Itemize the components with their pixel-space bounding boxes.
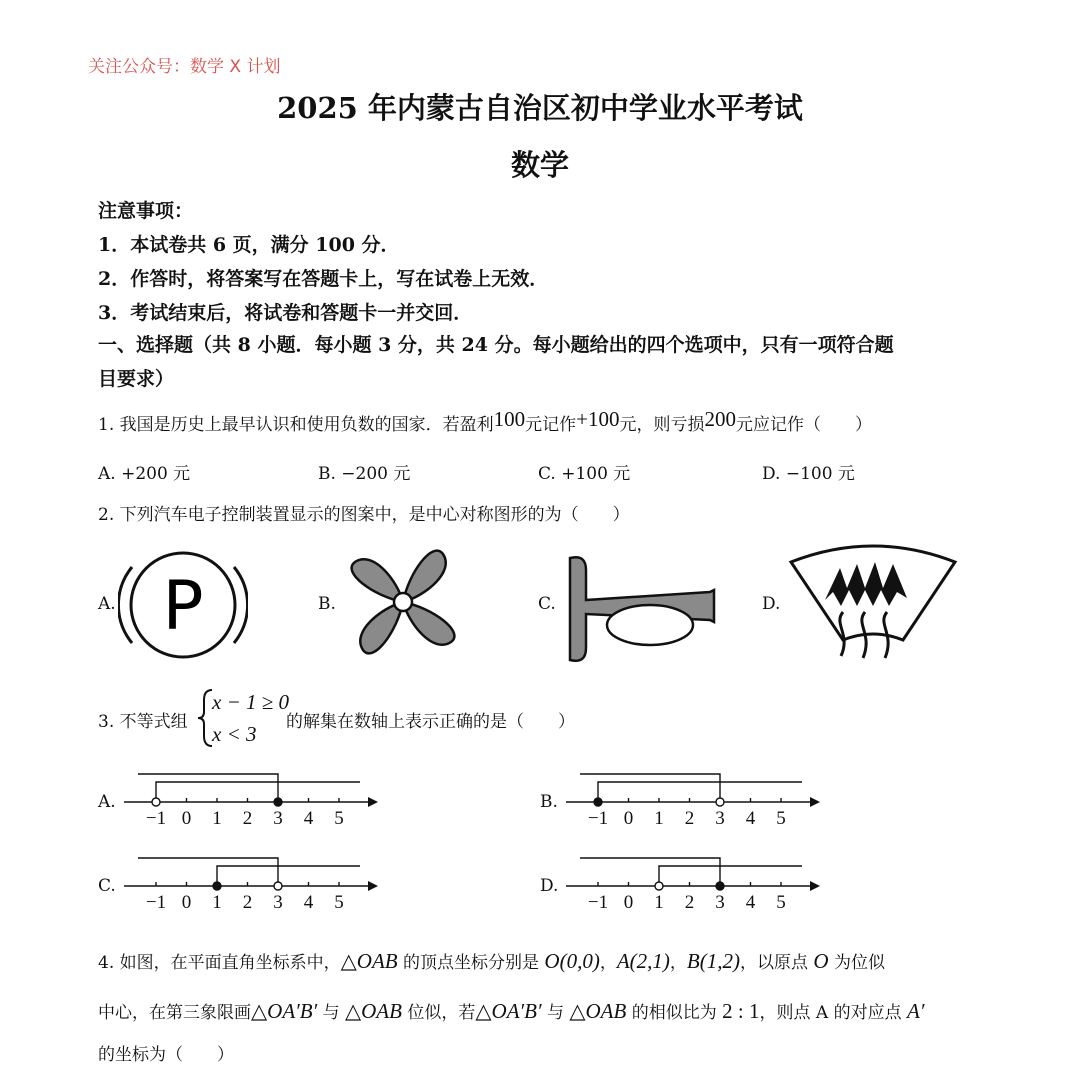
horn-icon bbox=[560, 550, 725, 670]
tick-label: −1 bbox=[587, 808, 609, 828]
q4-tri-1: △OAB bbox=[340, 949, 398, 973]
q1-option-c: C. +100 元 bbox=[538, 464, 631, 484]
closed-dot bbox=[716, 882, 724, 890]
page-title: 2025 年内蒙古自治区初中学业水平考试 bbox=[277, 91, 803, 125]
tick-label: 0 bbox=[623, 808, 634, 828]
q4-tri-3: △OAB bbox=[344, 999, 402, 1023]
subject-title: 数学 bbox=[510, 148, 569, 182]
q1-option-a: A. +200 元 bbox=[98, 464, 191, 484]
closed-dot bbox=[594, 798, 602, 806]
axis-arrow bbox=[810, 881, 820, 891]
q4-text-1d: 为位似 bbox=[828, 953, 885, 973]
range-line-upper bbox=[138, 858, 278, 886]
tick-label: 2 bbox=[684, 892, 695, 912]
axis-arrow bbox=[368, 881, 378, 891]
q4-ratio: 2 : 1 bbox=[722, 999, 760, 1023]
q2-label-c: C. bbox=[538, 594, 556, 614]
parking-letter: P bbox=[162, 567, 204, 646]
q4-text-2d: 与 bbox=[541, 1003, 570, 1023]
watermark: 关注公众号：数学 X 计划 bbox=[88, 57, 281, 77]
tick-label: 1 bbox=[654, 808, 664, 828]
open-dot bbox=[274, 882, 282, 890]
number-line-a bbox=[120, 766, 385, 828]
q4-text-2b: 与 bbox=[317, 1003, 345, 1023]
tick-label: 4 bbox=[745, 808, 756, 828]
range-line-upper bbox=[580, 774, 720, 802]
axis-arrow bbox=[368, 797, 378, 807]
tick-label: 5 bbox=[776, 808, 786, 828]
open-dot bbox=[655, 882, 663, 890]
tick-label: 2 bbox=[684, 808, 695, 828]
q4-text-1c: ，以原点 bbox=[739, 953, 814, 973]
q1-text-1: 1. 我国是历史上最早认识和使用负数的国家．若盈利 bbox=[98, 415, 494, 435]
tick-label: 2 bbox=[242, 808, 253, 828]
q3-inequality-1: x − 1 ≥ 0 bbox=[212, 690, 290, 714]
q3-label-c: C. bbox=[98, 876, 116, 896]
tick-label: 3 bbox=[715, 808, 725, 828]
q1-num-3: 200 bbox=[704, 407, 736, 431]
q3-label-d: D. bbox=[540, 876, 559, 896]
open-dot bbox=[716, 798, 724, 806]
tick-label: 5 bbox=[334, 808, 344, 828]
tick-label: 4 bbox=[745, 892, 756, 912]
q1-option-b: B. −200 元 bbox=[318, 464, 411, 484]
section-heading-line1: 一、选择题（共 8 小题．每小题 3 分，共 24 分。每小题给出的四个选项中，只有一项符合题 bbox=[98, 334, 894, 356]
notice-item-1: 1．本试卷共 6 页，满分 100 分． bbox=[98, 234, 400, 256]
q3-inequality-2: x < 3 bbox=[212, 722, 257, 746]
q3-label-b: B. bbox=[540, 792, 558, 812]
fan-icon bbox=[338, 540, 468, 665]
q1-num-2: +100 bbox=[576, 407, 620, 431]
q4-text-2c: 位似，若 bbox=[401, 1003, 476, 1023]
tick-label: 5 bbox=[334, 892, 344, 912]
q4-text-2a: 中心，在第三象限画 bbox=[98, 1003, 251, 1023]
question-4-line-1: 4. 如图，在平面直角坐标系中，△OAB 的顶点坐标分别是 O(0,0)，A(2,1)，B(1,2)，以原点 O 为位似 bbox=[98, 949, 885, 973]
tick-label: 1 bbox=[654, 892, 664, 912]
q4-point-o: O(0,0) bbox=[544, 949, 600, 973]
tick-label: −1 bbox=[145, 892, 167, 912]
q4-origin: O bbox=[813, 949, 829, 973]
notice-heading: 注意事项： bbox=[98, 200, 194, 222]
tick-label: 4 bbox=[303, 808, 314, 828]
tick-label: −1 bbox=[587, 892, 609, 912]
notice-item-3: 3．考试结束后，将试卷和答题卡一并交回． bbox=[98, 302, 473, 324]
closed-dot bbox=[213, 882, 221, 890]
question-4-line-3: 的坐标为（ ） bbox=[98, 1045, 234, 1065]
q1-text-4: 元应记作（ ） bbox=[735, 415, 872, 435]
tick-label: 2 bbox=[242, 892, 253, 912]
section-heading-line2: 目要求） bbox=[98, 368, 175, 390]
tick-label: 1 bbox=[212, 892, 222, 912]
tick-label: 4 bbox=[303, 892, 314, 912]
q2-label-a: A. bbox=[98, 594, 116, 614]
q4-text-1a: 4. 如图，在平面直角坐标系中， bbox=[98, 953, 341, 973]
q1-option-d: D. −100 元 bbox=[762, 464, 855, 484]
parking-brake-icon bbox=[118, 545, 248, 665]
q3-prefix: 3. 不等式组 bbox=[98, 712, 188, 732]
tick-label: 1 bbox=[212, 808, 222, 828]
q4-tri-2: △OA′B′ bbox=[251, 999, 318, 1023]
tick-label: 0 bbox=[181, 892, 192, 912]
number-line-c bbox=[120, 850, 385, 912]
q2-label-d: D. bbox=[762, 594, 781, 614]
question-2-stem: 2. 下列汽车电子控制装置显示的图案中，是中心对称图形的为（ ） bbox=[98, 505, 630, 525]
windshield-defrost-icon bbox=[785, 540, 960, 670]
notice-item-2: 2．作答时，将答案写在答题卡上，写在试卷上无效． bbox=[98, 268, 549, 290]
q3-suffix: 的解集在数轴上表示正确的是（ ） bbox=[286, 712, 575, 732]
q2-label-b: B. bbox=[318, 594, 336, 614]
q4-text-2f: ，则点 A 的对应点 bbox=[759, 1003, 907, 1023]
open-dot bbox=[152, 798, 160, 806]
number-line-d bbox=[562, 850, 827, 912]
question-1-stem bbox=[98, 407, 872, 436]
tick-label: −1 bbox=[145, 808, 167, 828]
q4-point-a: A(2,1) bbox=[616, 949, 670, 973]
tick-label: 3 bbox=[273, 892, 283, 912]
range-line-upper bbox=[138, 774, 278, 802]
tick-label: 3 bbox=[715, 892, 725, 912]
tick-label: 0 bbox=[181, 808, 192, 828]
q4-a-prime: A′ bbox=[907, 999, 925, 1023]
q4-tri-5: △OAB bbox=[569, 999, 627, 1023]
q1-text-2: 元记作 bbox=[525, 415, 577, 435]
question-4-line-2 bbox=[98, 998, 924, 1024]
tick-label: 0 bbox=[623, 892, 634, 912]
q4-point-b: B(1,2) bbox=[686, 949, 740, 973]
axis-arrow bbox=[810, 797, 820, 807]
tick-label: 5 bbox=[776, 892, 786, 912]
q3-label-a: A. bbox=[98, 792, 116, 812]
q4-text-2e: 的相似比为 bbox=[626, 1003, 723, 1023]
tick-label: 3 bbox=[273, 808, 283, 828]
q1-text-3: 元，则亏损 bbox=[619, 415, 705, 435]
closed-dot bbox=[274, 798, 282, 806]
number-line-b bbox=[562, 766, 827, 828]
range-line-upper bbox=[580, 858, 720, 886]
q4-tri-4: △OA′B′ bbox=[475, 999, 542, 1023]
q4-text-1b: 的顶点坐标分别是 bbox=[397, 953, 545, 973]
q1-num-1: 100 bbox=[493, 407, 526, 431]
